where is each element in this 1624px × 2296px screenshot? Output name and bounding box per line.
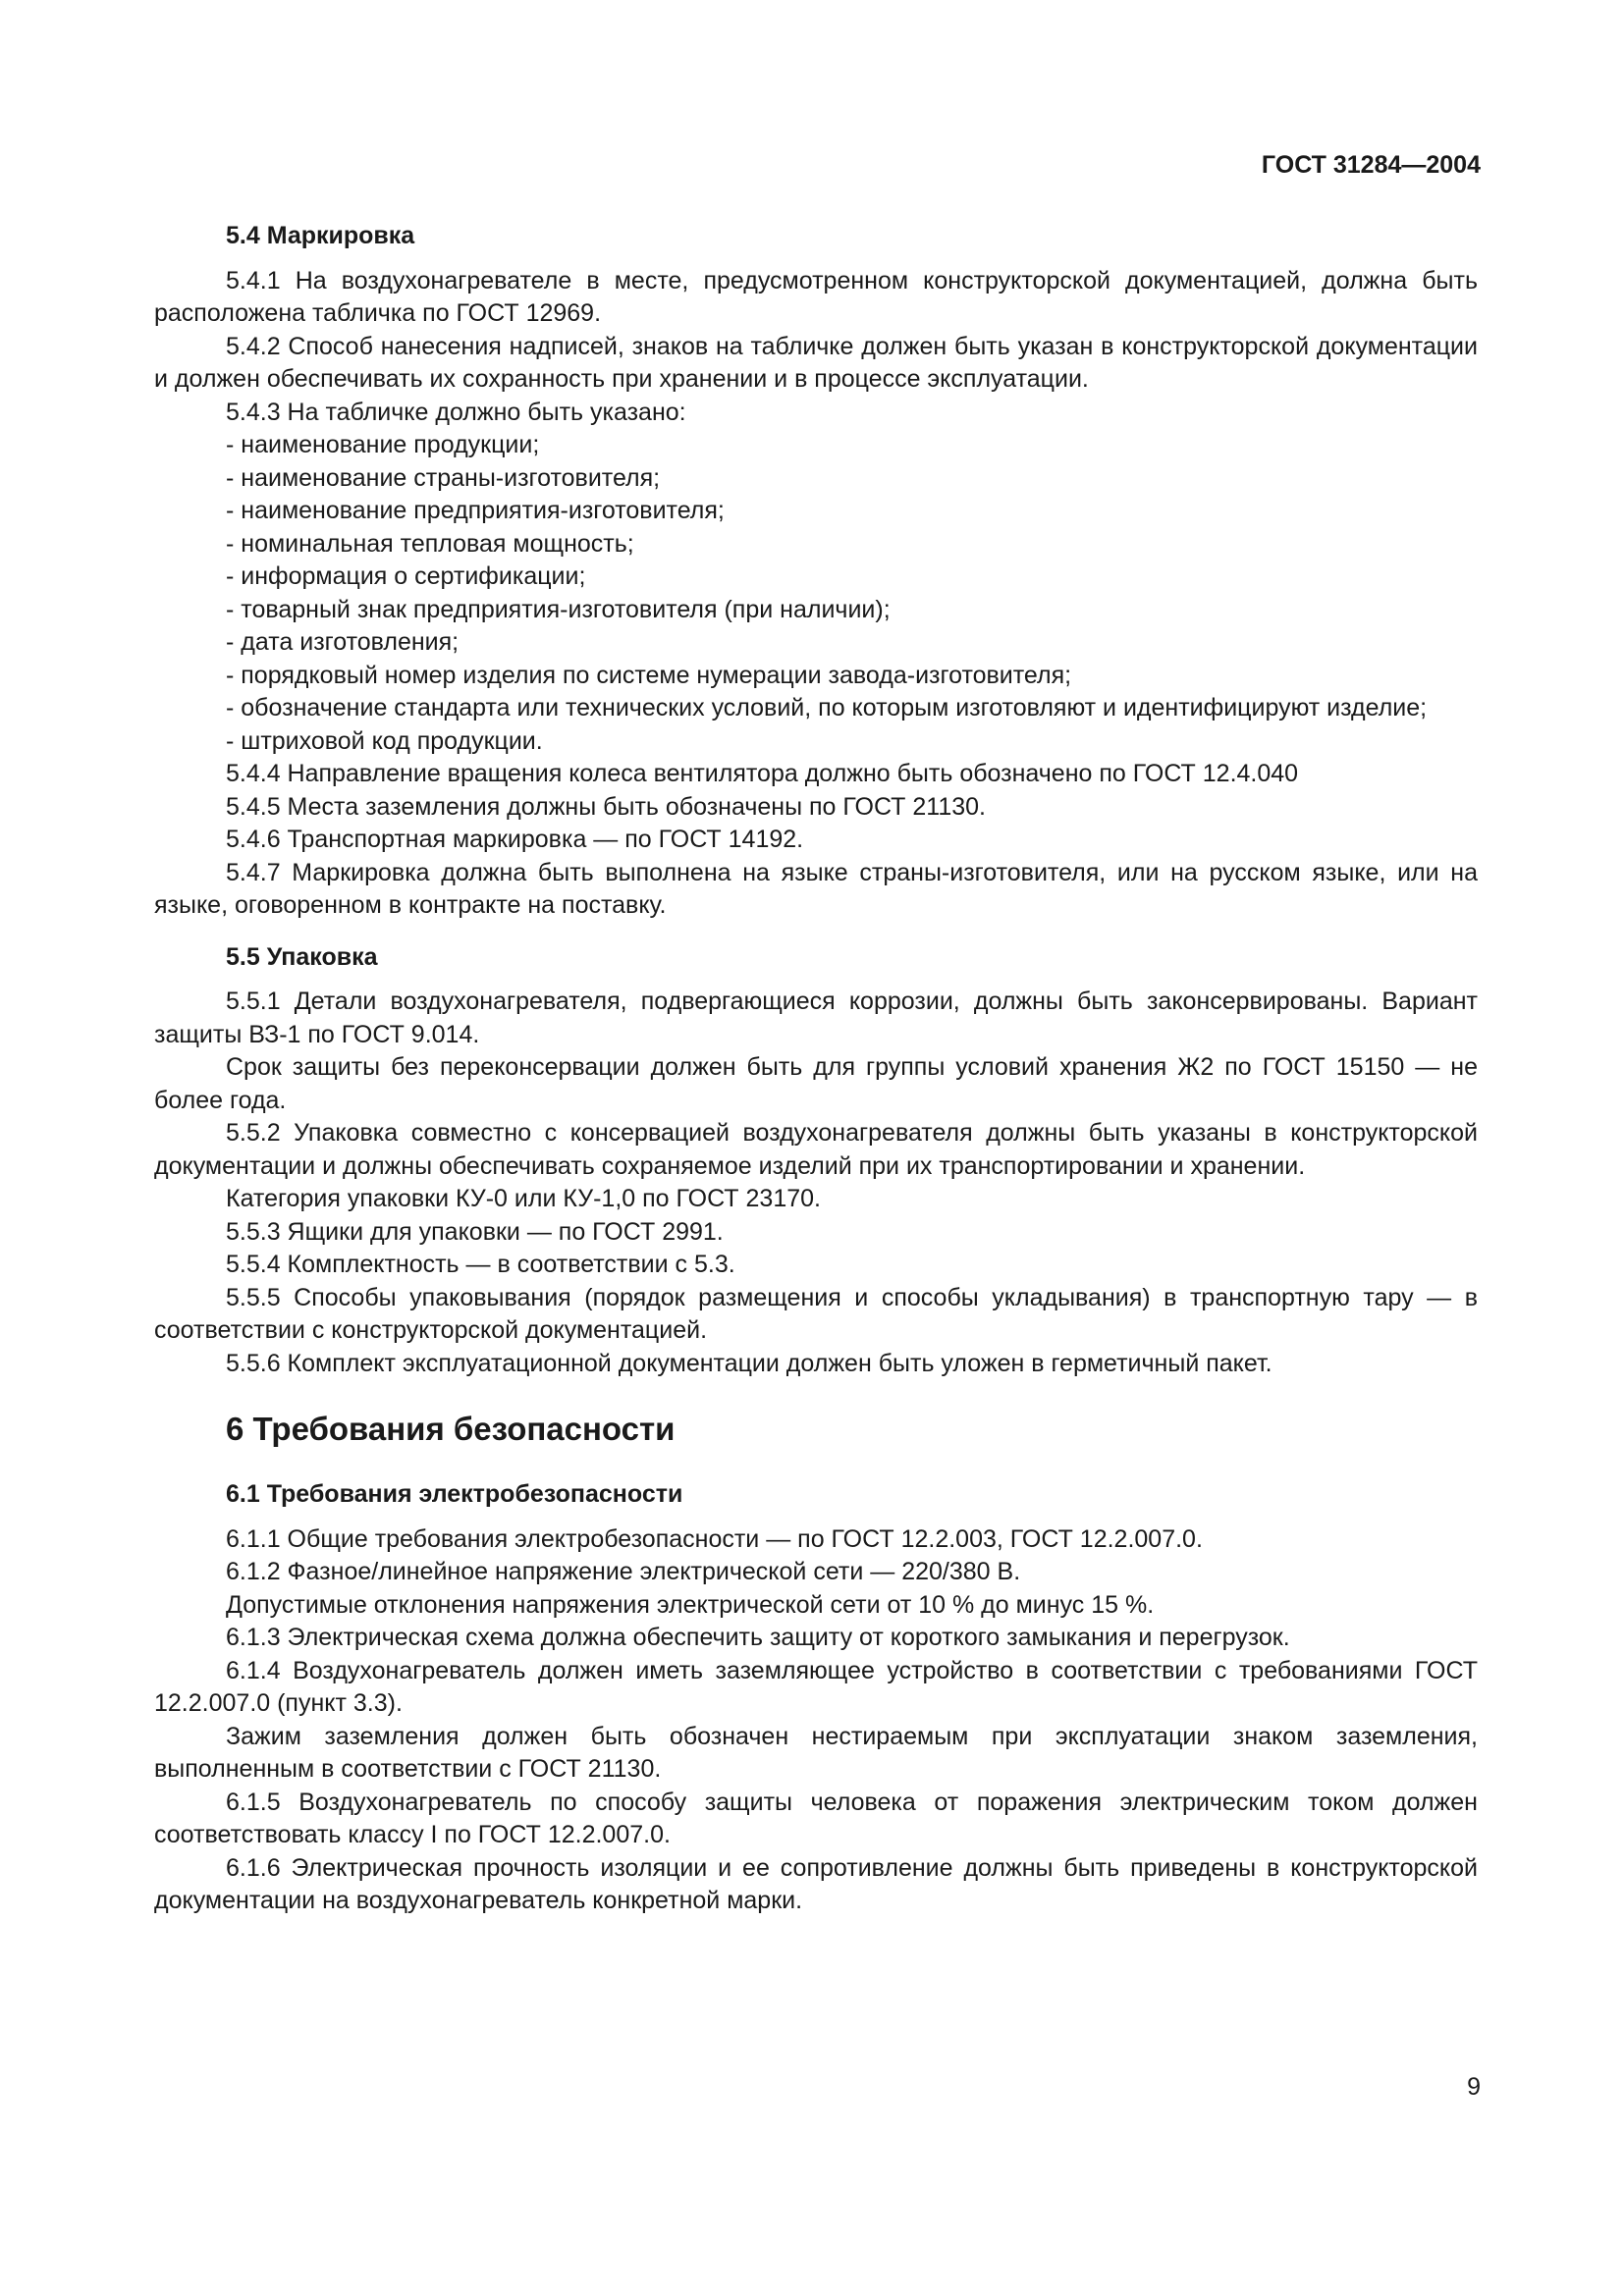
- list-item: - информация о сертификации;: [226, 562, 586, 590]
- list-item: - наименование предприятия-изготовителя;: [226, 497, 725, 524]
- clause-6-1-2: 6.1.2 Фазное/линейное напряжение электрической сети — 220/380 В.: [226, 1558, 1021, 1585]
- page-content: [154, 220, 1478, 1918]
- clause-5-5-2-continuation: Категория упаковки КУ-0 или КУ-1,0 по ГОСТ 23170.: [226, 1185, 821, 1212]
- clause-6-1-4: 6.1.4 Воздухонагреватель должен иметь заземляющее устройство в соответствии с требованиями ГОСТ 12.2.007.0 (пункт 3.3).: [154, 1656, 1478, 1717]
- list-item: - номинальная тепловая мощность;: [226, 529, 634, 558]
- clause-5-5-3: 5.5.3 Ящики для упаковки — по ГОСТ 2991.: [226, 1217, 724, 1246]
- clause-6-1-4-continuation: Зажим заземления должен быть обозначен нестираемым при эксплуатации знаком заземления, выполненным в соответствии с ГОСТ 21130.: [154, 1722, 1478, 1783]
- clause-5-5-6: 5.5.6 Комплект эксплуатационной документации должен быть уложен в герметичный пакет.: [226, 1349, 1272, 1377]
- clause-5-4-7: 5.4.7 Маркировка должна быть выполнена на языке страны-изготовителя, или на русском языке, или на языке, оговоренном в контракте на поставку.: [154, 858, 1478, 919]
- clause-5-5-1-continuation: Срок защиты без переконсервации должен быть для группы условий хранения Ж2 по ГОСТ 15150 — не более года.: [154, 1053, 1478, 1114]
- clause-5-4-2: 5.4.2 Способ нанесения надписей, знаков на табличке должен быть указан в конструкторской документации и должен обеспечивать их сохранность при хранении и в процессе эксплуатации.: [154, 332, 1478, 393]
- clause-5-4-6: 5.4.6 Транспортная маркировка — по ГОСТ 14192.: [226, 826, 804, 853]
- list-item: - наименование продукции;: [226, 431, 540, 458]
- clause-5-4-1: 5.4.1 На воздухонагревателе в месте, предусмотренном конструкторской документацией, должна быть расположена табличка по ГОСТ 12969.: [154, 266, 1478, 327]
- section-6-title: 6 Требования безопасности: [226, 1411, 676, 1447]
- list-item: - штриховой код продукции.: [226, 726, 543, 755]
- clause-5-5-1: 5.5.1 Детали воздухонагревателя, подвергающиеся коррозии, должны быть законсервированы. Вариант защиты ВЗ-1 по ГОСТ 9.014.: [154, 988, 1478, 1048]
- list-item: - наименование страны-изготовителя;: [226, 463, 661, 492]
- clause-5-5-4: 5.5.4 Комплектность — в соответствии с 5.3.: [226, 1251, 735, 1278]
- section-5-4-title: 5.4 Маркировка: [226, 222, 415, 249]
- clause-5-4-4: 5.4.4 Направление вращения колеса вентилятора должно быть обозначено по ГОСТ 12.4.040: [226, 760, 1299, 787]
- clause-6-1-6: 6.1.6 Электрическая прочность изоляции и ее сопротивление должны быть приведены в конструкторской документации на воздухонагреватель конкретной марки.: [154, 1853, 1478, 1914]
- document-code-header: ГОСТ 31284—2004: [1261, 151, 1481, 179]
- clause-6-1-3: 6.1.3 Электрическая схема должна обеспечить защиту от короткого замыкания и перегрузок.: [226, 1624, 1290, 1651]
- clause-5-5-2: 5.5.2 Упаковка совместно с консервацией воздухонагревателя должны быть указаны в конструкторской документации и должны обеспечивать сохраняемое изделий при их транспортировании и хранении.: [154, 1119, 1478, 1180]
- list-item: - дата изготовления;: [226, 628, 460, 656]
- list-item: - обозначение стандарта или технических условий, по которым изготовляют и идентифицируют изделие;: [226, 694, 1428, 721]
- clause-5-4-3: 5.4.3 На табличке должно быть указано:: [226, 398, 686, 426]
- page-number: 9: [1467, 2073, 1481, 2101]
- section-5-5-title: 5.5 Упаковка: [226, 942, 378, 971]
- list-item: - порядковый номер изделия по системе нумерации завода-изготовителя;: [226, 661, 1072, 689]
- clause-6-1-2-continuation: Допустимые отклонения напряжения электрической сети от 10 % до минус 15 %.: [226, 1590, 1155, 1619]
- marking-list: [154, 429, 1478, 758]
- section-6-1-title: 6.1 Требования электробезопасности: [226, 1480, 683, 1508]
- list-item: - товарный знак предприятия-изготовителя (при наличии);: [226, 595, 891, 623]
- clause-6-1-5: 6.1.5 Воздухонагреватель по способу защиты человека от поражения электрическим током должен соответствовать классу I по ГОСТ 12.2.007.0.: [154, 1788, 1478, 1848]
- clause-5-4-5: 5.4.5 Места заземления должны быть обозначены по ГОСТ 21130.: [226, 792, 986, 821]
- clause-6-1-1: 6.1.1 Общие требования электробезопасности — по ГОСТ 12.2.003, ГОСТ 12.2.007.0.: [226, 1524, 1203, 1553]
- clause-5-5-5: 5.5.5 Способы упаковывания (порядок размещения и способы укладывания) в транспортную тару — в соответствии с конструкторской документацией.: [154, 1283, 1478, 1344]
